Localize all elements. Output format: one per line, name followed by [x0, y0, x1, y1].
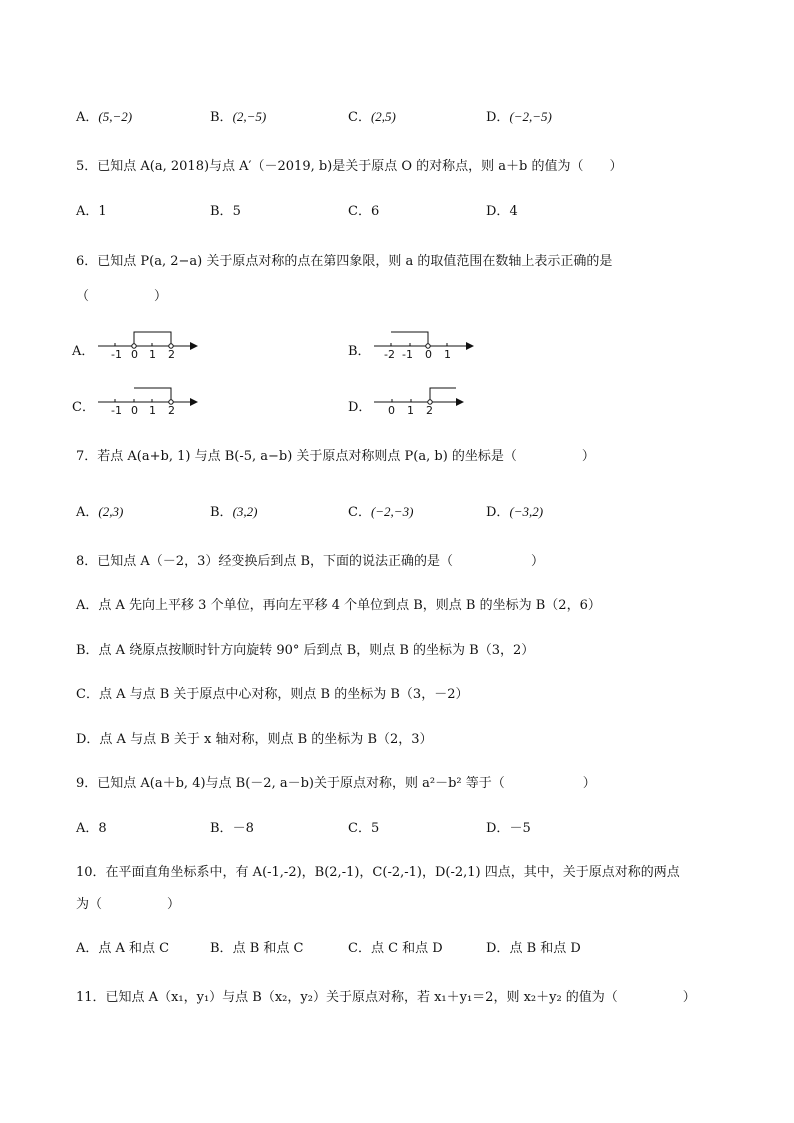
q4-option-a[interactable]: A．(5,−2) — [76, 109, 133, 125]
q10-option-d[interactable]: D．点 B 和点 D — [486, 941, 581, 956]
q6-b-label: -2 — [384, 348, 395, 361]
q8-option-a[interactable]: A．点 A 先向上平移 3 个单位，再向左平移 4 个单位到点 B，则点 B 的坐标为 B（2，6） — [76, 598, 601, 613]
q11-stem: 11．已知点 A（x₁，y₁）与点 B（x₂，y₂）关于原点对称，若 x₁＋y₁＝2，则 x₂＋y₂ 的值为（ ） — [76, 990, 696, 1005]
q8-stem: 8．已知点 A（－2，3）经变换后到点 B，下面的说法正确的是（ ） — [76, 554, 545, 569]
q9-option-a[interactable]: A．8 — [76, 821, 107, 836]
q8-option-b[interactable]: B．点 A 绕原点按顺时针方向旋转 90° 后到点 B，则点 B 的坐标为 B（3，2） — [76, 643, 535, 658]
q4-option-d[interactable]: D．(−2,−5) — [486, 109, 552, 125]
q6-c-label: 2 — [168, 404, 175, 417]
q10-option-b[interactable]: B．点 B 和点 C — [210, 941, 304, 956]
q6-a-label: 1 — [149, 348, 156, 361]
q6-option-c-letter[interactable]: C． — [72, 400, 95, 415]
q9-option-b[interactable]: B．－8 — [210, 821, 254, 836]
q6-option-d-numberline[interactable] — [370, 384, 480, 420]
q6-d-label: 1 — [407, 404, 414, 417]
q8-option-c[interactable]: C．点 A 与点 B 关于原点中心对称，则点 B 的坐标为 B（3，－2） — [76, 687, 469, 702]
q4-option-b[interactable]: B．(2,−5) — [210, 109, 267, 125]
q6-option-b-letter[interactable]: B． — [348, 344, 371, 359]
q9-option-c[interactable]: C．5 — [348, 821, 380, 836]
q6-option-d-letter[interactable]: D． — [348, 400, 372, 415]
q10-option-c[interactable]: C．点 C 和点 D — [348, 941, 443, 956]
q10-stem: 10．在平面直角坐标系中，有 A(-1,-2)，B(2,-1)，C(-2,-1)，D(-2,1) 四点，其中，关于原点对称的两点 — [76, 865, 680, 880]
q8-option-d[interactable]: D．点 A 与点 B 关于 x 轴对称，则点 B 的坐标为 B（2，3） — [76, 732, 433, 747]
q6-a-label: -1 — [111, 348, 122, 361]
q6-d-label: 2 — [426, 404, 433, 417]
q4-option-c[interactable]: C．(2,5) — [348, 109, 396, 125]
q5-option-c[interactable]: C．6 — [348, 204, 380, 219]
q6-option-a-letter[interactable]: A． — [72, 344, 95, 359]
q5-option-b[interactable]: B．5 — [210, 204, 241, 219]
q7-option-a[interactable]: A．(2,3) — [76, 504, 124, 520]
q7-option-b[interactable]: B．(3,2) — [210, 504, 258, 520]
q5-option-a[interactable]: A．1 — [76, 204, 107, 219]
q5-option-d[interactable]: D．4 — [486, 204, 518, 219]
q6-a-label: 2 — [168, 348, 175, 361]
q9-stem: 9．已知点 A(a＋b, 4)与点 B(－2, a－b)关于原点对称，则 a²－b² 等于（ ） — [76, 776, 596, 791]
q7-option-d[interactable]: D．(−3,2) — [486, 504, 544, 520]
q10-stem-cont: 为（ ） — [76, 897, 181, 912]
q10-option-a[interactable]: A．点 A 和点 C — [76, 941, 170, 956]
q6-c-label: -1 — [111, 404, 122, 417]
q6-b-label: 0 — [425, 348, 432, 361]
q6-answer-paren: （ ） — [76, 289, 168, 304]
q7-stem: 7．若点 A(a+b, 1) 与点 B(-5, a−b) 关于原点对称则点 P(a, b) 的坐标是（ ） — [76, 449, 595, 464]
q6-c-label: 0 — [131, 404, 138, 417]
q6-stem: 6．已知点 P(a, 2−a) 关于原点对称的点在第四象限，则 a 的取值范围在数轴上表示正确的是 — [76, 254, 613, 269]
q6-a-label: 0 — [131, 348, 138, 361]
q9-option-d[interactable]: D．－5 — [486, 821, 531, 836]
q5-stem: 5．已知点 A(a, 2018)与点 A′（－2019, b)是关于原点 O 的对称点，则 a＋b 的值为（ ） — [76, 159, 623, 174]
q6-d-label: 0 — [388, 404, 395, 417]
q6-b-label: -1 — [402, 348, 413, 361]
q7-option-c[interactable]: C．(−2,−3) — [348, 504, 414, 520]
q6-c-label: 1 — [149, 404, 156, 417]
q6-b-label: 1 — [444, 348, 451, 361]
